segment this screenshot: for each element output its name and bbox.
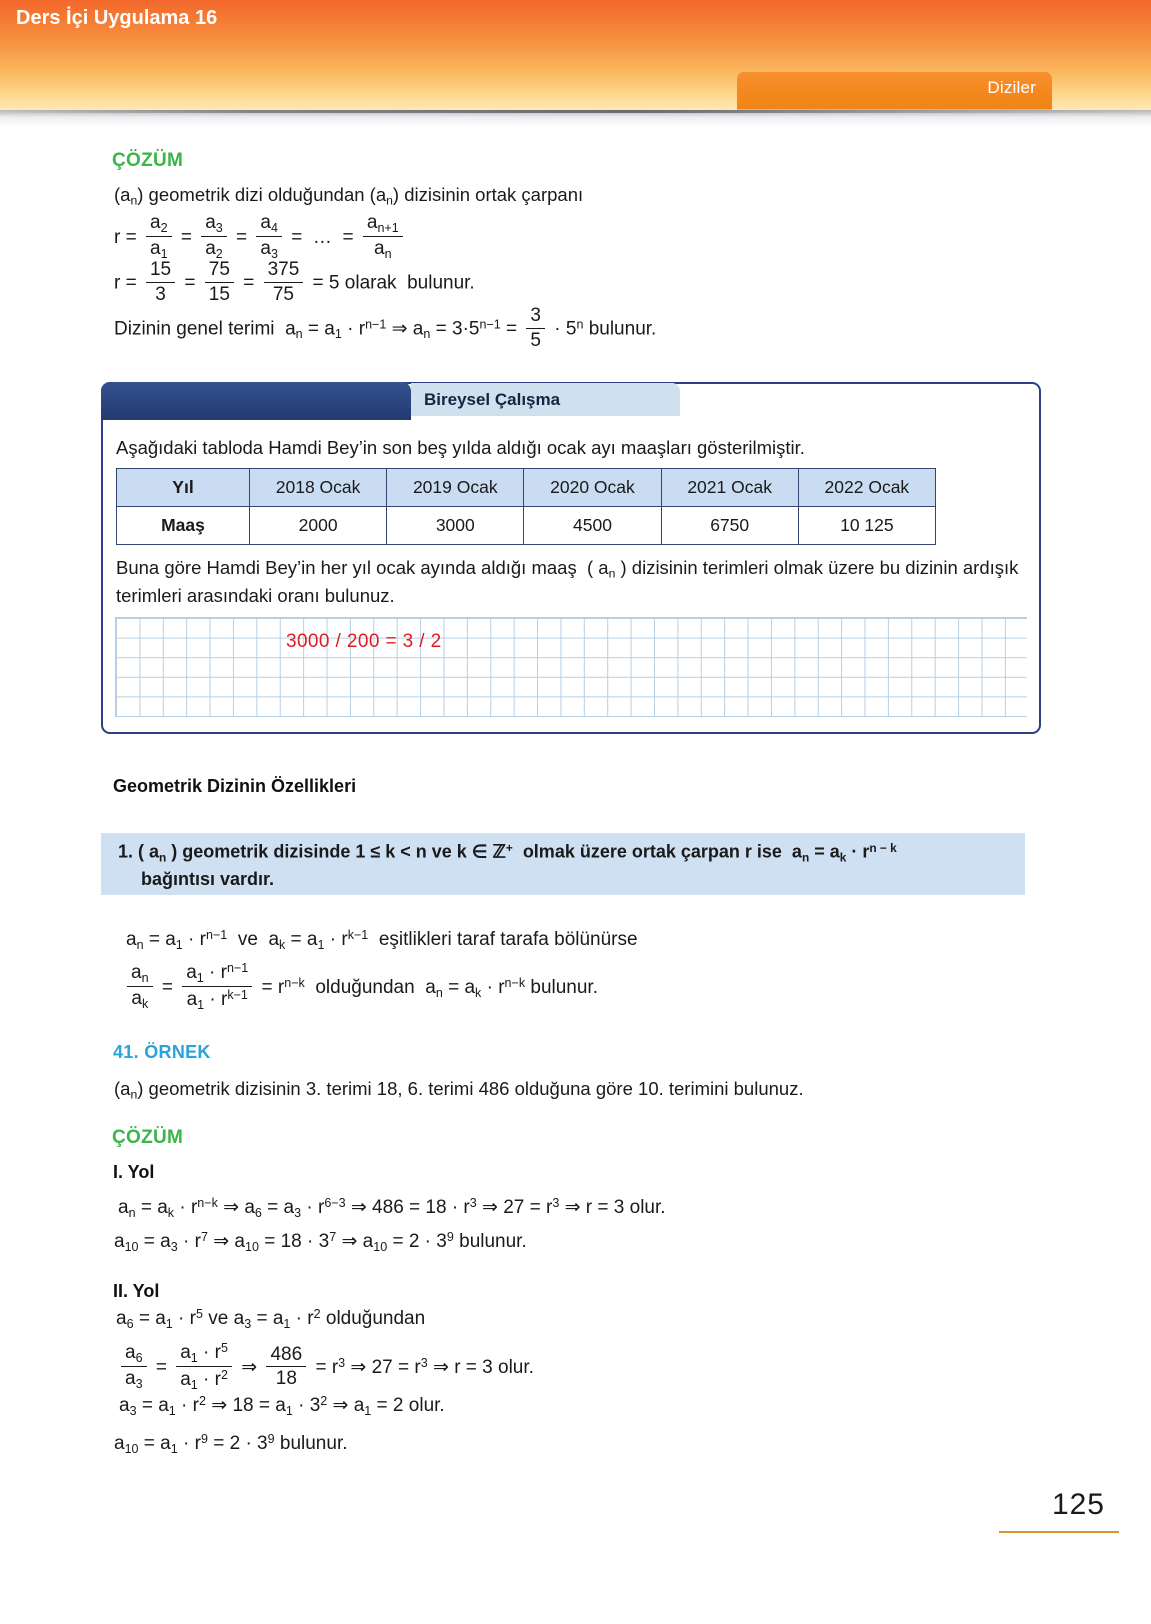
example-41-statement: $(a_n)$ geometrik dizisinin 3. terimi 18, 6. terimi 486 olduğuna göre 10. terimini bulunuz. [114,1078,804,1102]
table-cell: 2000 [250,507,387,545]
table-header-cell: Yıl [117,469,250,507]
way-2-line-1: $a_6 = a_1 \cdot r^5$ ve $a_3 = a_1 \cdot r^2$ olduğundan [116,1307,426,1331]
table-cell: 4500 [524,507,661,545]
way-2-label: II. Yol [113,1281,160,1301]
solution-top-equation-2: r = $\frac{15}{3}$ = $\frac{75}{15}$ = $\frac{375}{75}$ = 5 olarak bulunur. [114,259,475,305]
practice-intro-text: Aşağıdaki tabloda Hamdi Bey’in son beş yılda aldığı ocak ayı maaşları gösterilmiştir. [116,437,805,458]
table-header-row [117,469,936,507]
way-2-line-3: $a_3 = a_1 \cdot r^2$ ⇒ $18 = a_1 \cdot 3^2$ ⇒ $a_1 = 2$ olur. [119,1394,445,1418]
table-cell: 6750 [661,507,798,545]
chapter-tab [737,72,1052,110]
table-header-cell: 2021 Ocak [661,469,798,507]
practice-title-label: Ders İçi Uygulama 16 [16,7,218,29]
salary-table [116,468,936,545]
table-header-cell: 2019 Ocak [387,469,524,507]
property-proof-line-2: $\frac{a_n}{a_k}$ = $\frac{a_1 \cdot r^{n-1}}{a_1 \cdot r^{k-1}}$ = $r^{n-k}$ olduğundan $a_n = a_k \cdot r^{n-k}$ bulunur. [123,963,598,1013]
property-proof-line-1: $a_n = a_1 \cdot r^{n-1}$ ve $a_k = a_1 \cdot r^{k-1}$ eşitlikleri taraf tarafa bölünürse [126,928,638,952]
properties-section-title: Geometrik Dizinin Özellikleri [113,776,357,796]
table-header-cell: 2022 Ocak [798,469,935,507]
table-cell: 3000 [387,507,524,545]
practice-badge-label: Bireysel Çalışma [424,390,561,409]
solution-heading-example-41: ÇÖZÜM [112,1127,184,1148]
way-2-line-4: $a_{10} = a_1 \cdot r^9 = 2 \cdot 3^9$ bulunur. [114,1432,348,1456]
chapter-tab-label: Diziler [987,78,1036,97]
page-number-rule [999,1531,1119,1533]
practice-question-text: Buna göre Hamdi Bey’in her yıl ocak ayında aldığı maaş ( $a_n$ ) dizisinin terimleri olmak üzere bu dizinin ardışık terimleri arasındaki oranı bulunuz. [116,557,1019,607]
answer-grid-area[interactable] [115,617,1027,717]
solution-heading-top: ÇÖZÜM [112,150,184,171]
way-2-line-2: $\frac{a_6}{a_3}$ = $\frac{a_1 \cdot r^5}{a_1 \cdot r^2}$ ⇒ $\frac{486}{18}$ = $r^3$ ⇒ $27 = r^3$ ⇒ r = 3 olur. [117,1343,534,1393]
solution-top-equation-3: Dizinin genel terimi $a_n = a_1 \cdot r^{n-1}$ ⇒ $a_n = 3\cdot 5^{n-1}$ = $\frac{3}{5}$ · $5^n$ bulunur. [114,305,657,351]
handwritten-answer: 3000 / 200 = 3 / 2 [286,631,442,652]
table-header-cell: 2020 Ocak [524,469,661,507]
table-cell: 10 125 [798,507,935,545]
way-1-label: I. Yol [113,1162,155,1182]
table-cell: Maaş [117,507,250,545]
banner-shadow-edge [0,110,1151,113]
example-41-label: 41. ÖRNEK [113,1042,211,1062]
solution-top-intro: $(a_n)$ geometrik dizi olduğundan $(a_n)$ dizisinin ortak çarpanı [114,184,584,208]
table-row [117,507,936,545]
way-1-line-1: $a_n = a_k \cdot r^{n-k}$ ⇒ $a_6 = a_3 \cdot r^{6-3}$ ⇒ $486 = 18 \cdot r^3$ ⇒ $27 = r^3$ ⇒ r = 3 olur. [118,1196,666,1220]
property-1-line-2: bağıntısı vardır. [141,869,275,889]
page-number: 125 [1051,1488,1105,1521]
property-1-line-1: 1. ( $a_n$ ) geometrik dizisinde 1 ≤ k < n ve k ∈ ℤ+ olmak üzere ortak çarpan r ise $a_n = a_k \cdot r^{n - k}$ [118,841,897,865]
practice-title-tab [101,382,411,420]
way-1-line-2: $a_{10} = a_3 \cdot r^7$ ⇒ $a_{10} = 18 \cdot 3^7$ ⇒ $a_{10} = 2 \cdot 3^9$ bulunur. [114,1230,527,1254]
solution-top-equation-1: r = $\frac{a_2}{a_1}$ = $\frac{a_3}{a_2}$ = $\frac{a_4}{a_3}$ = … = $\frac{a_{n+1}}{a_n}$ [114,214,407,262]
table-header-cell: 2018 Ocak [250,469,387,507]
